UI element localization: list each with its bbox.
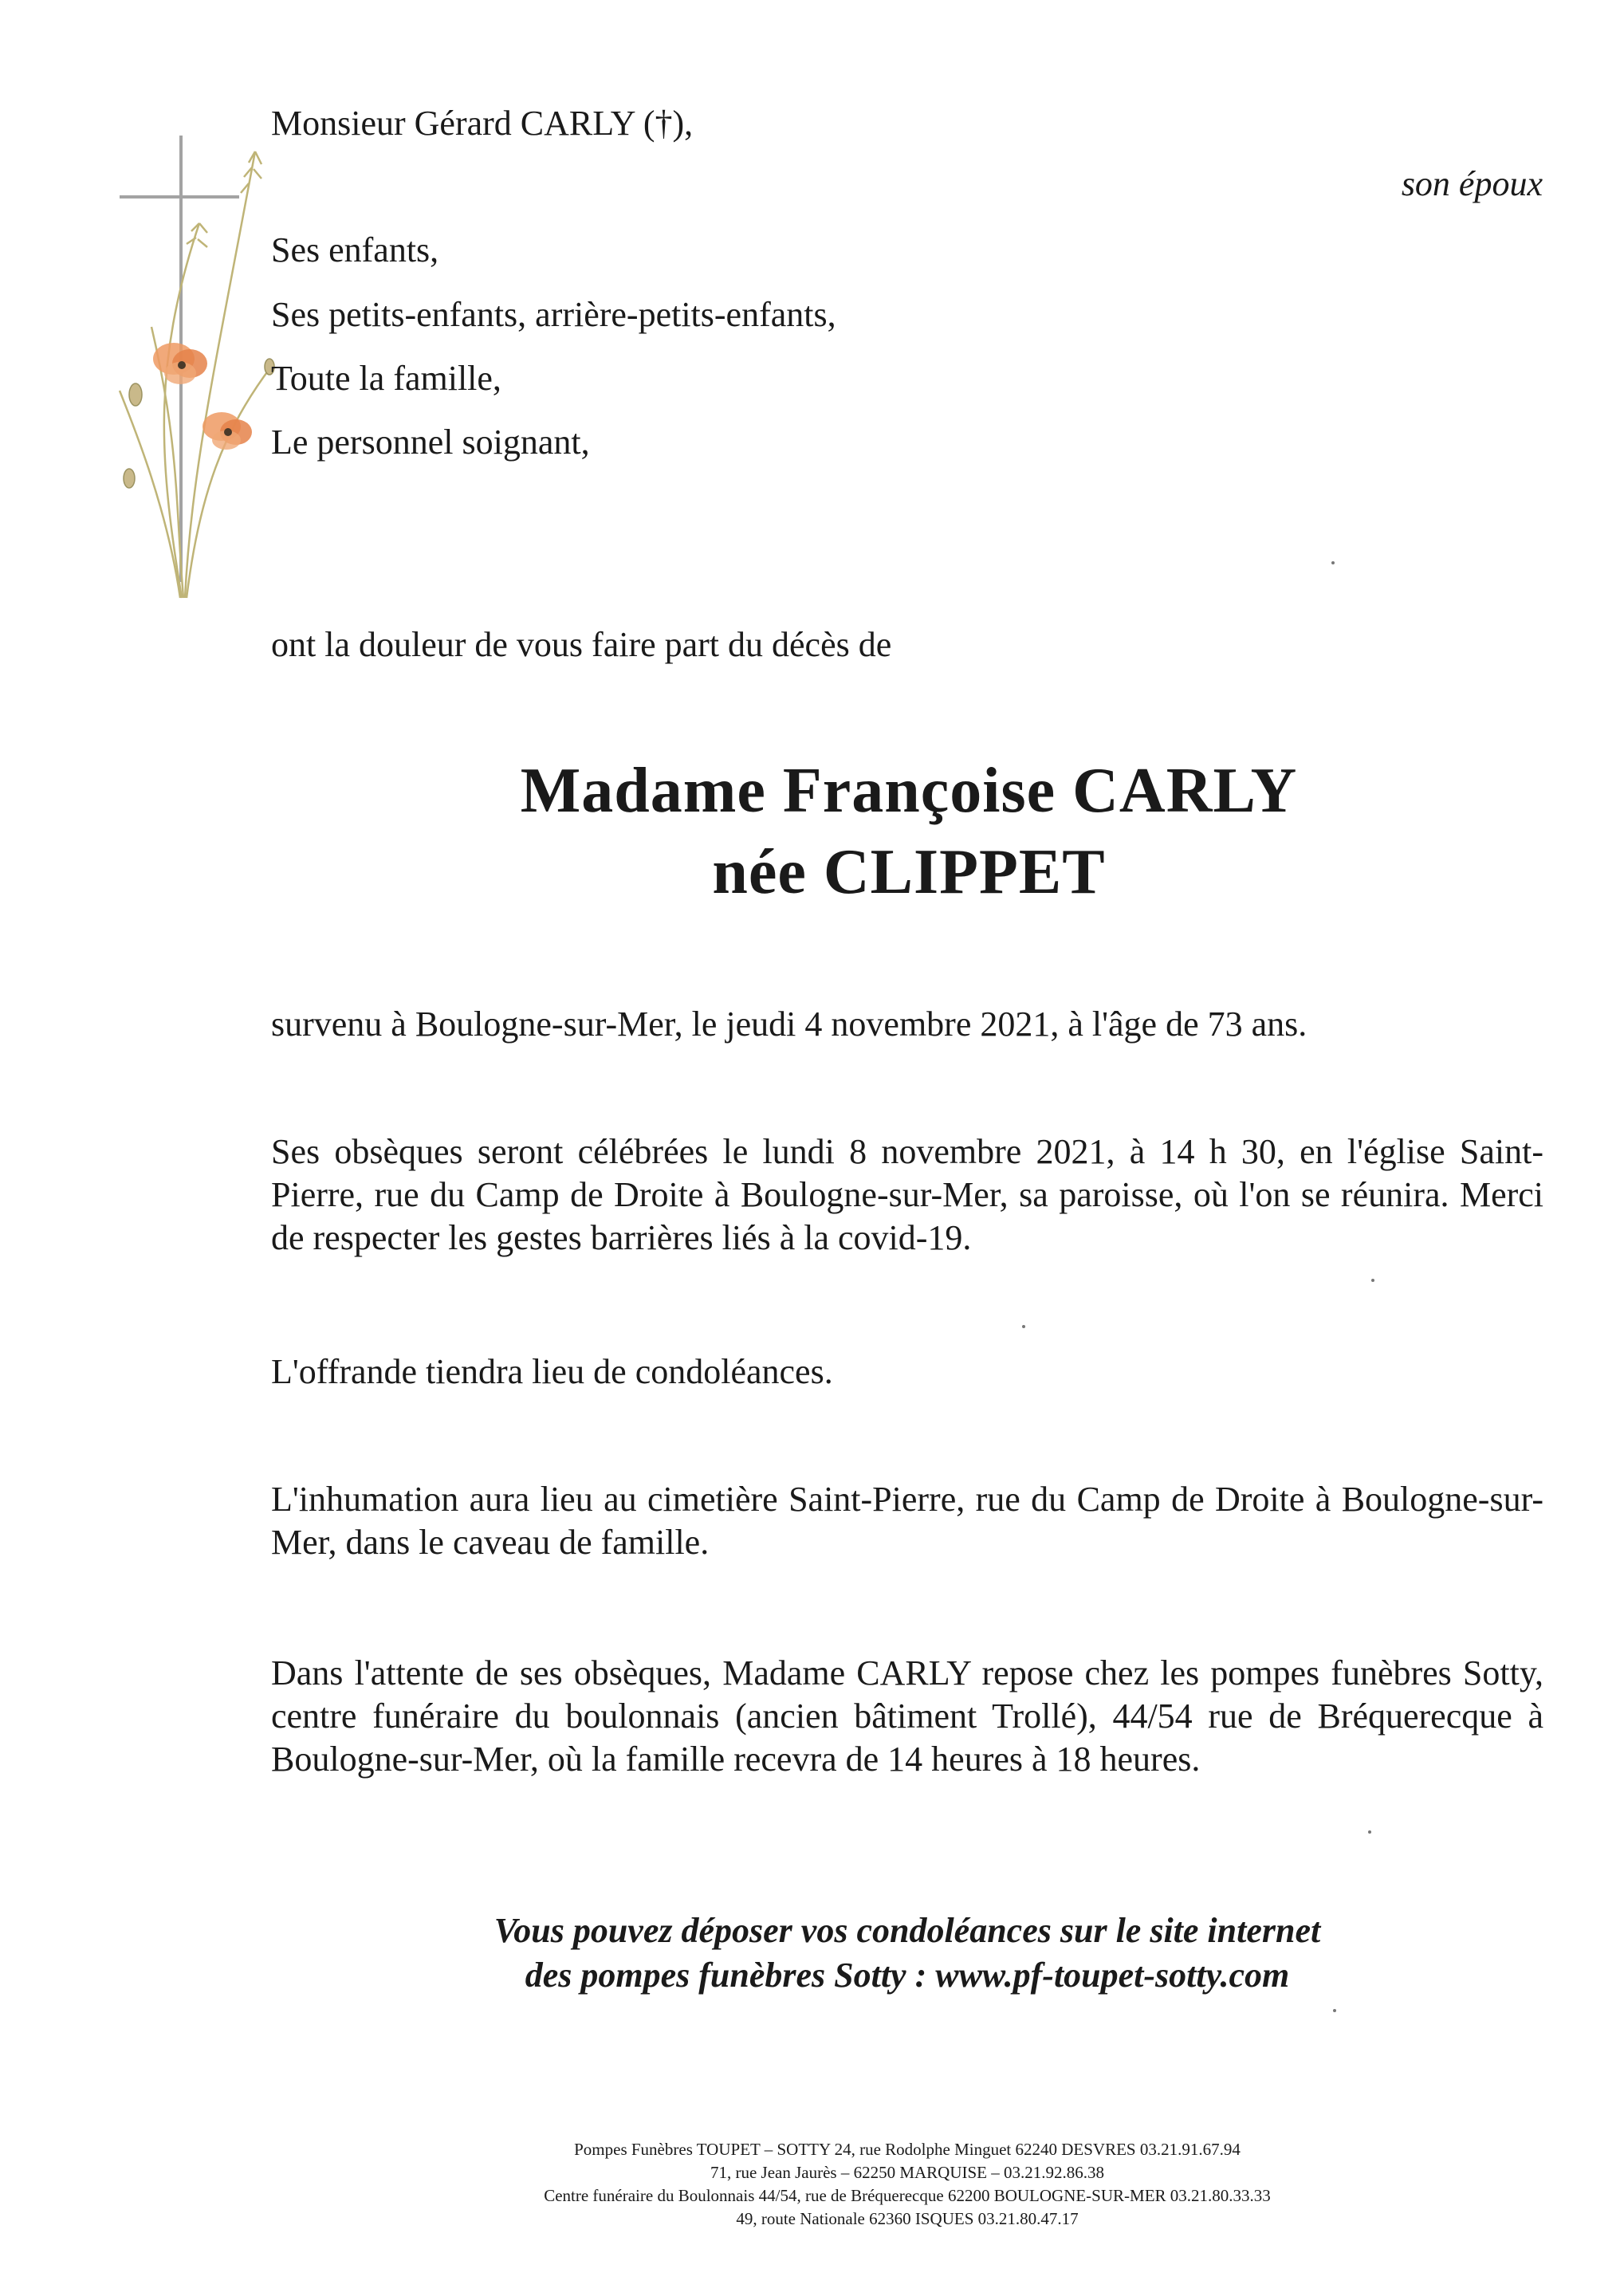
poppy-bud-icon (124, 359, 274, 488)
footer-line: Centre funéraire du Boulonnais 44/54, rue de Bréquerecque 62200 BOULOGNE-SUR-MER 03.21.80.33.33 (544, 2186, 1271, 2205)
scan-speck (1331, 561, 1335, 564)
scan-speck (1333, 2009, 1336, 2012)
scan-speck (1371, 1279, 1374, 1282)
family-line: Ses enfants, (271, 230, 439, 269)
deceased-name: Madame Françoise CARLY (520, 756, 1298, 826)
poppy-icon (153, 343, 207, 384)
family-line: Ses petits-enfants, arrière-petits-enfants, (271, 295, 836, 334)
footer-line: 71, rue Jean Jaurès – 62250 MARQUISE – 03.21.92.86.38 (710, 2163, 1105, 2182)
death-info: survenu à Boulogne-sur-Mer, le jeudi 4 novembre 2021, à l'âge de 73 ans. (271, 1005, 1307, 1044)
family-line: Le personnel soignant, (271, 423, 590, 462)
scan-speck (1368, 1830, 1371, 1834)
deceased-name-block (271, 749, 1547, 914)
condolences-notice (271, 1909, 1543, 1998)
footer-line: Pompes Funèbres TOUPET – SOTTY 24, rue Rodolphe Minguet 62240 DESVRES 03.21.91.67.94 (574, 2140, 1241, 2159)
poppy-icon (203, 412, 252, 450)
burial-paragraph: L'inhumation aura lieu au cimetière Saint-Pierre, rue du Camp de Droite à Boulogne-sur-Mer, dans le caveau de famille. (271, 1480, 1543, 1562)
funeral-paragraph: Ses obsèques seront célébrées le lundi 8 novembre 2021, à 14 h 30, en l'église Saint-Pierre, rue du Camp de Droite à Boulogne-sur-Mer, sa paroisse, où l'on se réunira. Merci de respecter les gestes barrières liés à la covid-19. (271, 1132, 1543, 1257)
intro-text: ont la douleur de vous faire part du décès de (271, 625, 892, 664)
footer-line: 49, route Nationale 62360 ISQUES 03.21.80.47.17 (736, 2209, 1079, 2228)
viewing-paragraph: Dans l'attente de ses obsèques, Madame CARLY repose chez les pompes funèbres Sotty, centre funéraire du boulonnais (ancien bâtiment Trollé), 44/54 rue de Bréquerecque à Boulogne-sur-Mer, où la famille recevra de 14 heures à 18 heures. (271, 1653, 1543, 1779)
funeral-home-footer (271, 2138, 1543, 2231)
condolences-line: des pompes funèbres Sotty : www.pf-toupet-sotty.com (525, 1956, 1290, 1995)
condolences-line: Vous pouvez déposer vos condoléances sur le site internet (493, 1911, 1321, 1950)
family-line: Toute la famille, (271, 359, 501, 398)
offering-paragraph: L'offrande tiendra lieu de condoléances. (271, 1352, 833, 1391)
deceased-birth-name: née CLIPPET (712, 837, 1106, 907)
spouse-relation: son époux (1401, 164, 1543, 203)
spouse-name: Monsieur Gérard CARLY (†), (271, 104, 694, 143)
scan-speck (1022, 1325, 1025, 1328)
